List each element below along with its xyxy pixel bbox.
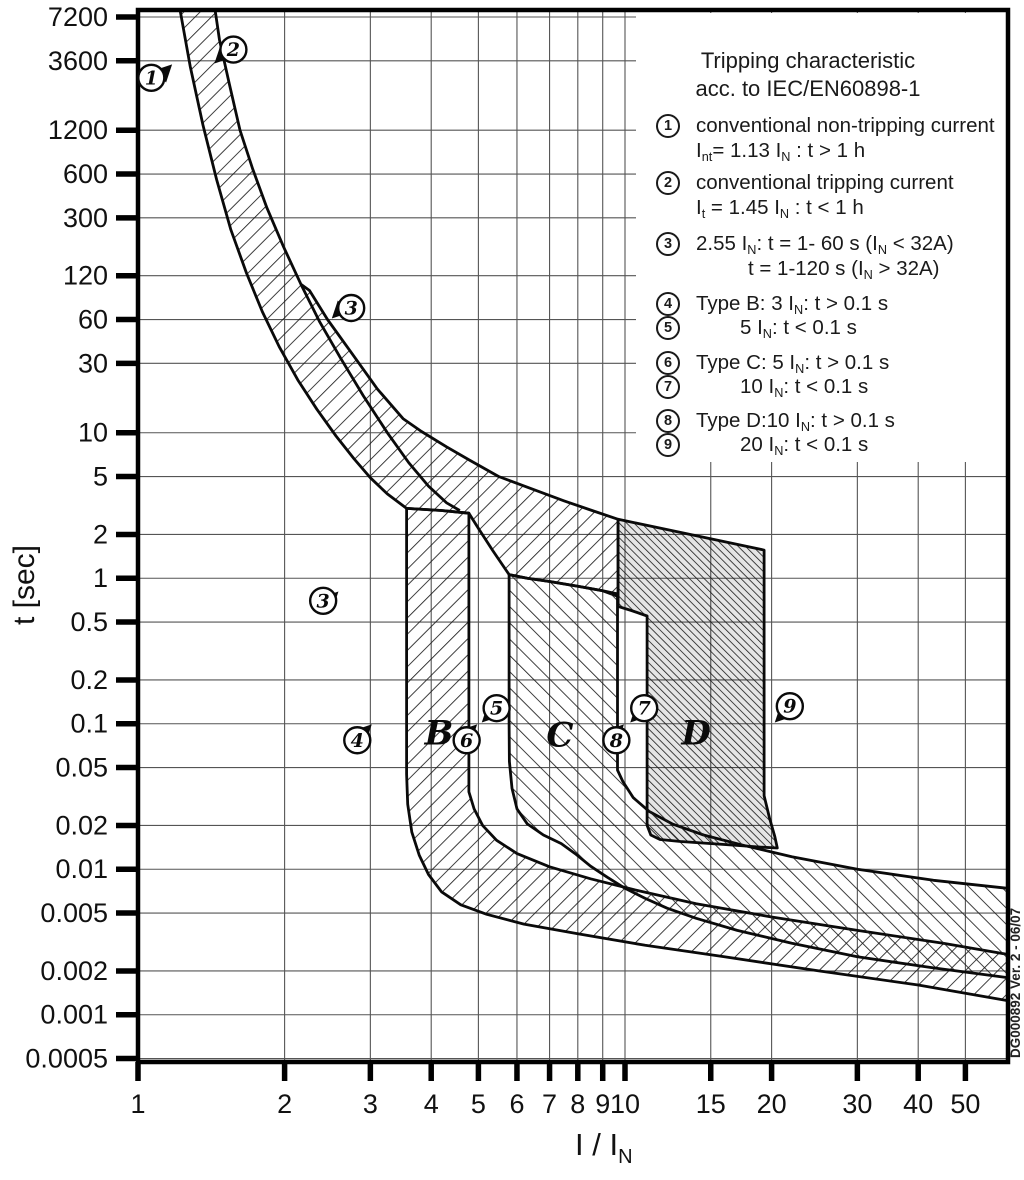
- legend-item-2-line-1: conventional tripping current: [696, 171, 954, 194]
- legend-item-3-line-1: 2.55 $I_N$: t = 1- 60 s $(I_N < 32A)$: [696, 232, 954, 257]
- tick-label-x-15: 15: [695, 1089, 726, 1119]
- tick-label-y-0.0005: 0.0005: [25, 1043, 108, 1074]
- marker-number-6: 6: [460, 729, 474, 752]
- marker-number-3: 3: [316, 590, 330, 613]
- tick-label-x-3: 3: [362, 1089, 378, 1119]
- legend-title-line2: acc. to IEC/EN60898-1: [695, 76, 921, 101]
- zone-label-D: D: [681, 713, 711, 754]
- legend-item-number-9: 9: [656, 433, 680, 457]
- zone-label-C: C: [546, 715, 574, 756]
- watermark-text: DG000892 Ver. 2 - 06/07: [1008, 907, 1023, 1058]
- tick-label-y-2: 2: [92, 519, 108, 550]
- tick-label-y-30: 30: [77, 348, 108, 379]
- legend-item-number-4: 4: [656, 292, 680, 316]
- marker-number-4: 4: [350, 729, 364, 752]
- legend-item-1-line-2: $I_{nt}= 1.13$ $I_N$ : t > 1 h: [696, 139, 866, 164]
- tick-label-x-40: 40: [903, 1089, 934, 1119]
- marker-number-2: 2: [226, 39, 241, 62]
- tick-label-y-7200: 7200: [47, 2, 108, 32]
- tick-label-y-600: 600: [62, 159, 108, 190]
- tick-label-y-10: 10: [77, 417, 108, 448]
- marker-number-7: 7: [637, 697, 651, 720]
- zone-label-B: B: [424, 713, 454, 754]
- tick-label-x-5: 5: [470, 1089, 486, 1119]
- marker-number-3: 3: [344, 297, 358, 320]
- legend-item-9-line-1: 20 $I_N$: t < 0.1 s: [740, 433, 869, 458]
- marker-number-8: 8: [609, 729, 623, 752]
- tick-label-x-1: 1: [130, 1089, 146, 1119]
- tick-label-x-10: 10: [609, 1089, 641, 1119]
- legend-item-number-8: 8: [656, 409, 680, 433]
- legend-item-8-line-1: Type D:10 $I_N$: t > 0.1 s: [696, 409, 895, 434]
- tick-label-x-2: 2: [277, 1089, 293, 1119]
- legend-item-4-line-1: Type B: 3 $I_N$: t > 0.1 s: [696, 292, 889, 317]
- x-axis-title: I / $I_N$: [575, 1127, 633, 1168]
- legend-item-number-3: 3: [656, 232, 680, 256]
- marker-number-1: 1: [144, 67, 158, 90]
- legend-item-3-line-2: t = 1-120 s $(I_N > 32A)$: [748, 257, 940, 282]
- tick-label-x-20: 20: [756, 1089, 787, 1119]
- tick-label-y-60: 60: [77, 304, 108, 335]
- tick-label-x-6: 6: [509, 1089, 525, 1119]
- marker-number-9: 9: [783, 695, 797, 718]
- tick-label-x-7: 7: [542, 1089, 558, 1119]
- tick-label-y-0.002: 0.002: [40, 955, 108, 986]
- tick-label-y-0.01: 0.01: [55, 854, 108, 885]
- legend-item-number-7: 7: [656, 375, 680, 399]
- tick-label-y-1200: 1200: [47, 115, 108, 146]
- marker-7: [630, 695, 657, 722]
- tick-label-x-8: 8: [570, 1089, 586, 1119]
- marker-5: [482, 695, 510, 722]
- tick-label-y-1: 1: [92, 563, 108, 594]
- legend-item-number-5: 5: [656, 316, 680, 340]
- tick-label-y-5: 5: [92, 461, 108, 492]
- legend-item-7-line-1: 10 $I_N$: t < 0.1 s: [740, 375, 869, 400]
- tick-label-y-0.001: 0.001: [40, 999, 108, 1030]
- legend-item-1-line-1: conventional non-tripping current: [696, 114, 995, 137]
- tick-label-x-4: 4: [423, 1089, 439, 1119]
- legend-item-number-2: 2: [656, 171, 680, 195]
- tick-label-y-120: 120: [62, 260, 108, 291]
- tick-label-x-9: 9: [595, 1089, 611, 1119]
- tick-label-y-0.1: 0.1: [70, 708, 108, 739]
- tick-label-x-50: 50: [950, 1089, 981, 1119]
- tick-label-y-0.05: 0.05: [55, 752, 108, 783]
- legend-item-number-6: 6: [656, 351, 680, 375]
- tick-label-y-0.2: 0.2: [70, 664, 108, 695]
- marker-number-5: 5: [490, 697, 504, 720]
- tick-label-y-3600: 3600: [47, 45, 108, 76]
- legend-item-number-1: 1: [656, 114, 680, 138]
- legend-item-6-line-1: Type C: 5 $I_N$: t > 0.1 s: [696, 351, 890, 376]
- legend-item-2-line-2: $I_t = 1.45$ $I_N$ : t < 1 h: [696, 196, 864, 221]
- tick-label-y-0.5: 0.5: [70, 607, 108, 638]
- tick-label-y-300: 300: [62, 202, 108, 233]
- tick-label-y-0.02: 0.02: [55, 810, 108, 841]
- y-axis-title: t [sec]: [8, 544, 41, 626]
- tick-label-y-0.005: 0.005: [40, 898, 108, 929]
- legend-title-line1: Tripping characteristic: [700, 48, 916, 73]
- legend-item-5-line-1: 5 $I_N$: t < 0.1 s: [740, 316, 857, 341]
- tick-label-x-30: 30: [842, 1089, 873, 1119]
